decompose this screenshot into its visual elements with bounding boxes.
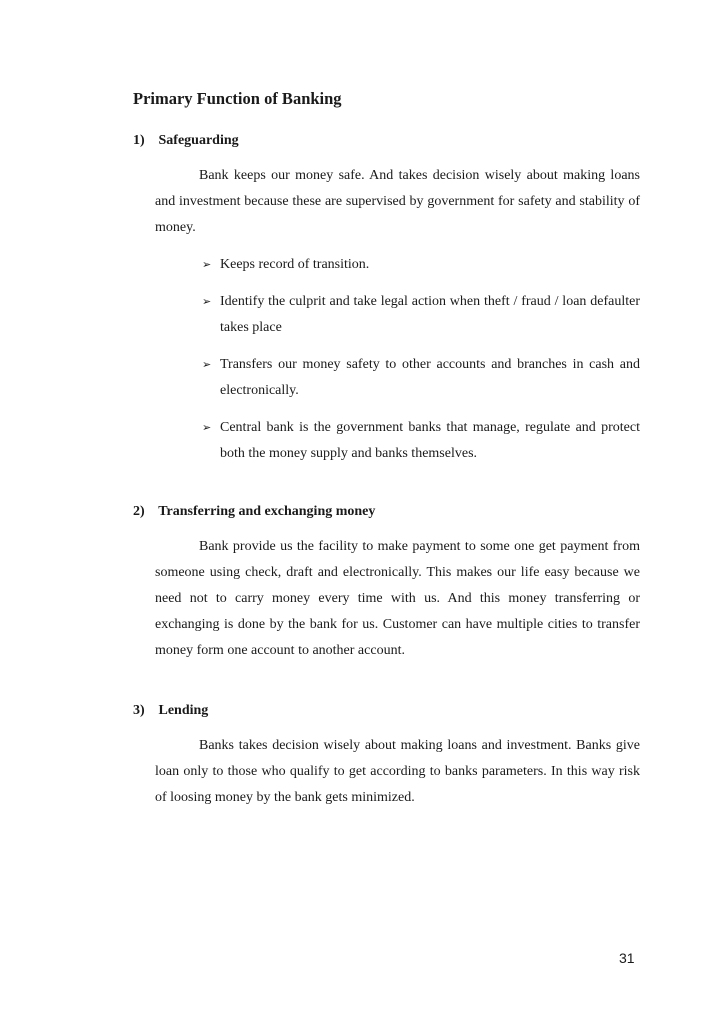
arrow-bullet-icon: ➢ <box>202 358 212 371</box>
bullet-item <box>202 352 640 404</box>
bullet-text: Keeps record of transition. <box>220 257 370 272</box>
section-title: Safeguarding <box>158 133 239 148</box>
section-number: 2) <box>133 504 145 519</box>
bullet-item <box>202 252 640 278</box>
arrow-bullet-icon: ➢ <box>202 295 212 308</box>
bullet-item <box>202 289 640 341</box>
section-heading-transferring <box>133 504 375 520</box>
section-heading-lending <box>133 703 208 719</box>
bullet-item <box>202 415 640 467</box>
bullet-text: Central bank is the government banks that manage, regulate and protect both the money supply and banks themselves. <box>220 420 640 461</box>
section-paragraph-safeguarding: Bank keeps our money safe. And takes decision wisely about making loans and investment because these are supervised by government for safety and stability of money. <box>155 168 640 235</box>
section-number: 1) <box>133 133 145 148</box>
section-title: Lending <box>158 703 209 718</box>
arrow-bullet-icon: ➢ <box>202 258 212 271</box>
section-paragraph-transferring: Bank provide us the facility to make payment to some one get payment from someone using check, draft and electronically. This makes our life easy because we need not to carry money every time with us. And this money transferring or exchanging is done by the bank for us. Customer can have multiple cities to transfer money form one account to another account. <box>155 539 640 658</box>
section-heading-safeguarding <box>133 133 239 149</box>
document-title: Primary Function of Banking <box>133 89 342 108</box>
section-title: Transferring and exchanging money <box>158 504 376 519</box>
page-number: 31 <box>619 950 635 966</box>
bullet-text: Identify the culprit and take legal action when theft / fraud / loan defaulter takes place <box>220 294 640 335</box>
bullet-text: Transfers our money safety to other accounts and branches in cash and electronically. <box>220 357 640 398</box>
section-number: 3) <box>133 703 145 718</box>
section-paragraph-lending: Banks takes decision wisely about making loans and investment. Banks give loan only to those who qualify to get according to banks parameters. In this way risk of loosing money by the bank gets minimized. <box>155 738 640 805</box>
arrow-bullet-icon: ➢ <box>202 421 212 434</box>
